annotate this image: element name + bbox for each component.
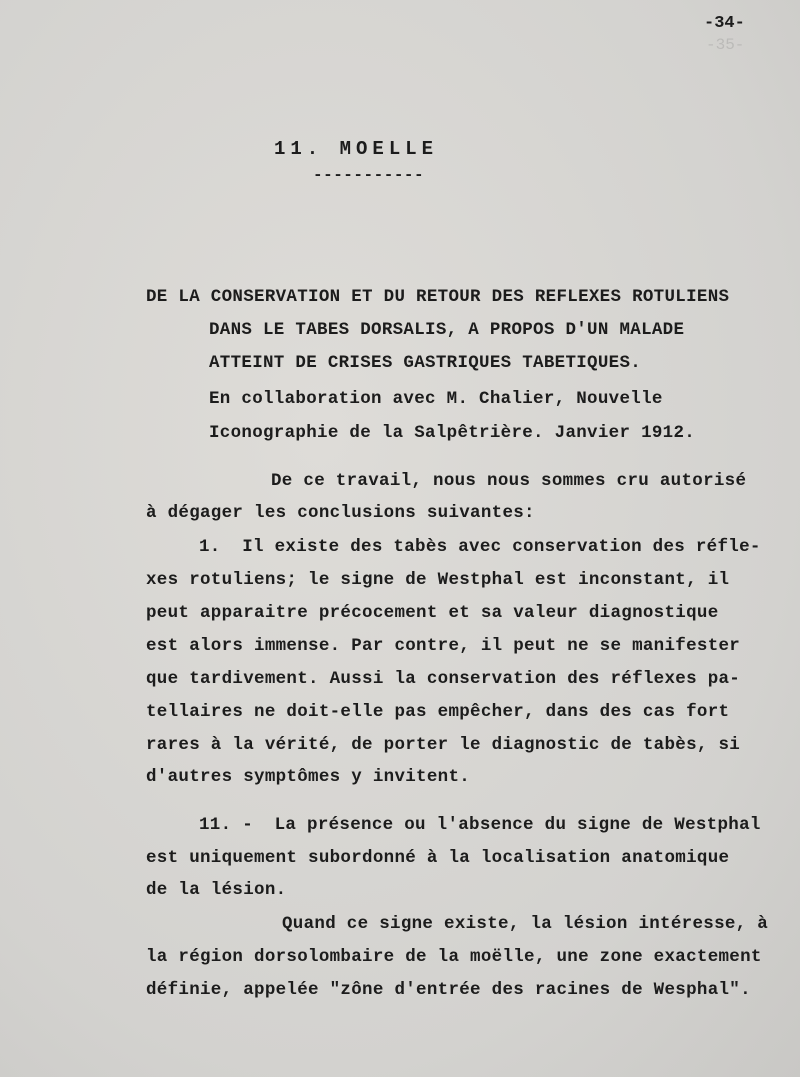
heading-line: DANS LE TABES DORSALIS, A PROPOS D'UN MALADE: [209, 320, 685, 340]
section-title: 11. MOELLE: [274, 138, 439, 160]
body-line: de la lésion.: [146, 880, 287, 900]
title-underline: -----------: [313, 166, 425, 184]
body-line: la région dorsolombaire de la moëlle, une zone exactement: [146, 947, 762, 967]
collaboration-line: Iconographie de la Salpêtrière. Janvier 1912.: [209, 423, 696, 443]
body-line: tellaires ne doit-elle pas empêcher, dans des cas fort: [146, 702, 730, 722]
body-line: d'autres symptômes y invitent.: [146, 767, 471, 787]
bleed-through-page-number: -35-: [706, 36, 745, 54]
body-line: rares à la vérité, de porter le diagnostic de tabès, si: [146, 735, 741, 755]
body-line: De ce travail, nous nous sommes cru autorisé: [271, 471, 747, 491]
body-line: à dégager les conclusions suivantes:: [146, 503, 535, 523]
body-line: Quand ce signe existe, la lésion intéresse, à: [282, 914, 769, 934]
heading-line: DE LA CONSERVATION ET DU RETOUR DES REFLEXES ROTULIENS: [146, 287, 730, 307]
body-line: peut apparaitre précocement et sa valeur diagnostique: [146, 603, 719, 623]
page-number: -34-: [704, 14, 745, 33]
body-line: définie, appelée "zône d'entrée des racines de Wesphal".: [146, 980, 751, 1000]
body-line: 1. Il existe des tabès avec conservation des réfle-: [199, 537, 761, 557]
collaboration-line: En collaboration avec M. Chalier, Nouvelle: [209, 389, 663, 409]
body-line: est uniquement subordonné à la localisation anatomique: [146, 848, 730, 868]
heading-line: ATTEINT DE CRISES GASTRIQUES TABETIQUES.: [209, 353, 642, 373]
body-line: que tardivement. Aussi la conservation des réflexes pa-: [146, 669, 741, 689]
body-line: est alors immense. Par contre, il peut ne se manifester: [146, 636, 741, 656]
body-line: 11. - La présence ou l'absence du signe de Westphal: [199, 815, 761, 835]
body-line: xes rotuliens; le signe de Westphal est inconstant, il: [146, 570, 730, 590]
